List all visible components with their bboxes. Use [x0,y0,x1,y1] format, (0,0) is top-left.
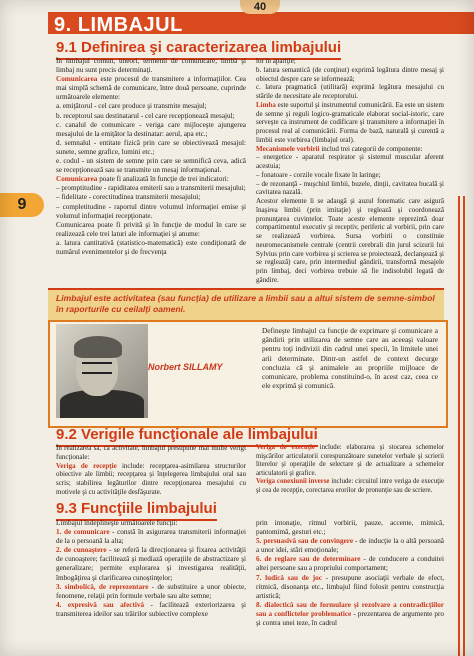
paragraph [256,171,444,180]
paragraph [256,555,444,573]
paragraph [56,546,246,582]
paragraph-text: este procesul de transmitere a informaţiilor. Cea mai simplă schemă de comunicare, între două persoane, cuprinde următoarele elemente: [56,75,246,102]
paragraph [256,444,444,478]
term-lead: 4. expresivă sau afectivă [56,600,145,609]
term-lead: Mecanismele vorbirii [256,144,320,153]
paragraph [256,83,444,101]
paragraph [56,193,246,202]
paragraph [56,221,246,239]
paragraph [256,66,444,84]
term-lead: Veriga de execuţie [256,444,315,451]
paragraph-text: Comunicarea poate fi privită şi în funcţie de modul în care se realizează cele trei laturi ale informaţiei şi anume: [56,220,246,238]
paragraph-text: - se referă la direcţionarea şi fixarea activităţii de cunoaştere; facilitează şi mediază operaţiile de abstractizare şi generalizare; permite explorarea şi investigarea realităţii, îmbogăţirea şi clarificarea cunoştinţelor; [56,546,246,582]
paragraph-text: - de inducţie la o altă persoană a unor idei, stări emoţionale; [256,537,444,555]
section-9-3-left-column [56,519,246,651]
term-lead: Comunicarea [56,175,98,184]
paragraph [256,197,444,285]
paragraph-text: include: recepţarea-asimilarea structurilor obiective ale limbii; recepţarea şi înţelegerea limbajului oral sau scris; stabilirea legăturilor dintre recepţionarea mesajului cu motivele şi cu activităţile desfăşurate. [56,461,246,496]
portrait-caption: Norbert SILLAMY [148,362,223,372]
portrait-photo [56,324,148,418]
paragraph [56,528,246,546]
term-lead: 5. persuasivă sau de convingere [256,537,354,546]
section-heading-9-3: 9.3 Funcţiile limbajului [56,500,217,517]
term-lead: 6. de reglare sau de determinare [256,555,361,564]
paragraph-text: – completitudine - raportul dintre volumul informaţiei emise şi volumul informaţiei recepţionate. [56,202,246,220]
paragraph-text: prin intonaţie, ritmul vorbirii, pauze, accente, mimică, pantomimă, gesturi etc.; [256,519,444,537]
paragraph-text: d. semnalul - entitate fizică prin care se obiectivează mesajul: sunete, semne grafice, lumini etc.; [56,138,246,156]
term-lead: Limba [256,100,276,109]
paragraph-text: c. latura pragmatică (utilitară) exprimă legătura mesajului cu stările de necesitate ale receptorului. [256,83,444,100]
term-lead: Veriga conexiunii inverse [256,478,330,485]
paragraph [56,112,246,121]
paragraph-text: Limbajul îndeplineşte următoarele funcţii: [56,519,178,527]
paragraph-text: – energetice - aparatul respirator şi sistemul muscular aferent acestuia; [256,153,444,170]
paragraph [56,121,246,139]
paragraph [56,462,246,497]
paragraph-text: b. latura semantică (de conţinut) exprimă legătura dintre mesaj şi obiectul despre care se informează; [256,65,444,83]
paragraph-text: În realizarea sa, ca activitate, limbajul presupune mai multe verigi funcţionale: [56,444,246,461]
limbaj-definition: Limbajul este activitatea (sau funcţia) de utilizare a limbii sau a altui sistem de semne-simbol în raporturile cu ceilalţi oameni. [56,293,435,314]
paragraph-text: e. codul - un sistem de semne prin care se semnifică ceva, adică se recepţionează sau se transmite un mesaj informaţional. [56,157,246,175]
paragraph [256,153,444,171]
term-lead: 1. de comunicare [56,528,110,537]
paragraph-text: c. canalul de comunicare - veriga care mijloceşte ajungerea mesajului de la emiţător la destinatar: aerul, apa etc.; [56,120,246,138]
paragraph-text: a. latura cantitativă (statistico-matematică) este condiţionată de numărul evenimentelor şi de frecvenţa [56,238,246,256]
term-lead: 2. de cunoaştere [56,546,107,555]
paragraph-text: b. receptorul sau destinatarul - cel care recepţionează mesajul; [56,111,235,120]
paragraph [56,102,246,111]
paragraph [56,444,246,462]
term-lead: Veriga de recepţie [56,461,117,470]
paragraph-text: - de substituire a unor obiecte, fenomene, relaţii prin formule verbale sau alte semne; [56,582,246,600]
paragraph-text: - presupune asociaţii verbale de efect, ritmică, disonanţa etc., limbajul fiind folosit pentru construcţia artistică; [256,573,444,600]
paragraph [256,537,444,555]
term-lead: Comunicarea [56,75,98,84]
chapter-side-tab: 9 [0,193,44,217]
paragraph-text: este suportul şi instrumentul comunicării. Ea este un sistem de semne şi reguli logico-gramaticale elaborat social-istoric, care serveşte ca instrument de codificare şi transmitere a informaţiei în procesul real al comunicării. Forma de bază, naturală şi curentă a limbii este vorbirea (limbajul oral). [256,100,444,144]
paragraph-text: poate fi analizată în funcţie de trei indicatori: [97,175,229,184]
paragraph [56,519,246,528]
paragraph [56,184,246,193]
paragraph [56,75,246,102]
term-lead: 8. dialectică sau de formulare şi rezolvare a contradicţiilor sau a conflictelor problematice [256,600,444,618]
chapter-title: 9. LIMBAJUL [54,14,183,36]
paragraph [56,239,246,257]
paragraph-text: include: elaborarea şi stocarea schemelor mişcărilor articulatorii corespunzătoare sunetelor verbale şi scrierii literelor şi operaţiile de selectare şi de actualizare a schemelor articulatorii şi grafice. [256,444,444,477]
paragraph [256,57,444,66]
term-lead: 3. simbolică, de reprezentare [56,582,149,591]
paragraph [56,175,246,184]
paragraph-text: - facilitează exteriorizarea şi transmiterea ideilor sau trăirilor subiective complexe [56,600,246,618]
paragraph-text: În limbajul comun, uneori, termenii de comunicare, limbă şi limbaj nu sunt precis determinaţi. [56,57,246,75]
paragraph-text: – fonatoare - corzile vocale fixate în laringe; [256,170,381,179]
paragraph-text: lor în apariţie; [256,57,296,65]
paragraph [56,583,246,601]
decorative-side-bars [450,196,474,656]
paragraph-text: - prezentarea de argumente pro şi contra unei teze, în cadrul [256,609,444,628]
quote-box-text: Defineşte limbajul ca funcţie de exprimare şi comunicare a gândirii prin utilizarea de semne care au aceeaşi valoare pentru toţi indivizii din cadrul unei specii, în limitele unei arii determinate. Dintr-un astfel de context decurge concluzia că şi animalele au propriile mijloace de comunicare, problema constituind-o, în acest caz, ceea ce ele exprimă şi comunică. [262,326,438,391]
section-heading-9-1: 9.1 Definirea şi caracterizarea limbajului [56,39,341,56]
paragraph [256,101,444,145]
section-9-1-right-column [256,57,444,287]
paragraph [256,601,444,628]
section-9-2-right-column [256,444,444,498]
section-9-2-left-column [56,444,246,498]
paragraph-text: – fidelitate - corectitudinea transmiterii mesajului; [56,193,201,202]
term-lead: 7. ludică sau de joc [256,573,322,582]
paragraph-text: a. emiţătorul - cel care produce şi transmite mesajul; [56,102,207,111]
section-9-1-left-column [56,57,246,287]
paragraph-text: – promptitudine - rapiditatea emiterii sau a transmiterii mesajului; [56,184,246,193]
paragraph [256,478,444,495]
paragraph-text: - constă în asigurarea transmiterii informaţiei de la o persoană la alta; [56,528,246,546]
paragraph [256,519,444,537]
paragraph-text: - de conducere a conduitei altei persoane sau a propriului comportament; [256,555,444,573]
paragraph [56,601,246,619]
page-header [0,0,474,34]
paragraph [256,145,444,154]
paragraph [56,57,246,75]
paragraph-text: Acestor elemente li se adaugă şi auzul fonematic care asigură înaşirea limbii (prin imitaţie) şi reglează şi coordonează pronunţarea cuvintelor. Toate aceste elemente reprezintă doar compartimentul executiv şi receptiv, periferic al vorbirii, prin care se realizează vorbirea. Sursa vorbirii o constituie neuromecanismele centrale (centrii cerebrali din jurul scizurii lui Sylvius prin care vorbirea şi scrierea se proiectează, declanşează şi se reglează) care, prin intermediul gândirii, transformă mesajele prin limbaj, deci vorbirea trebuie să fie indisolubil legată de gândire. [256,197,444,284]
paragraph [56,203,246,221]
paragraph [56,157,246,175]
paragraph-text: includ trei categorii de componente: [319,144,423,153]
paragraph [56,139,246,157]
paragraph-text: – de rezonanţă - muşchiul limbii, buzele, dinţii, cavitatea bucală şi cavitatea nazală. [256,179,444,197]
paragraph [256,574,444,601]
paragraph-text: include: circuitul intre veriga de execuţie şi cea de recepţie, corectarea erorilor de pronunţie sau de scriere. [256,478,444,494]
page-number: 40 [240,0,280,14]
paragraph [256,180,444,198]
section-heading-9-2: 9.2 Verigile funcţionale ale limbajului [56,426,318,443]
section-9-3-right-column [256,519,444,651]
